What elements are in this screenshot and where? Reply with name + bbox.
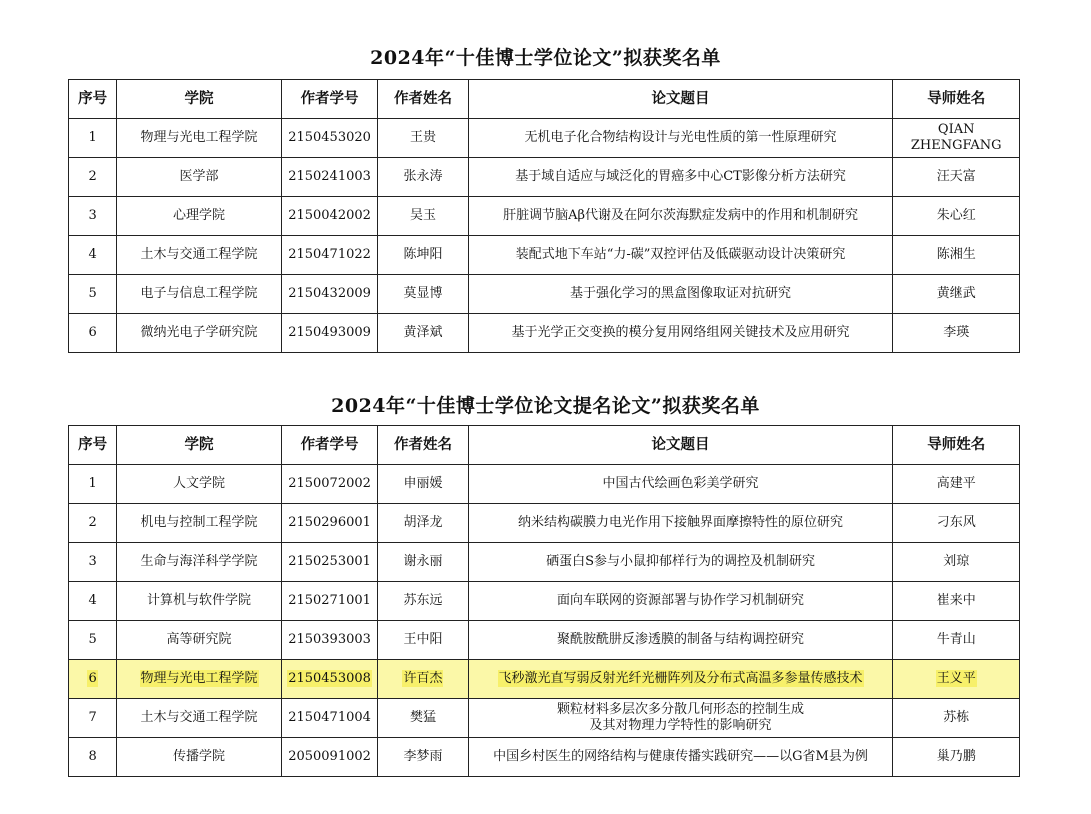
cell-college: 生命与海洋科学学院 bbox=[117, 543, 282, 582]
cell-seq: 5 bbox=[69, 621, 117, 660]
cell-student-id: 2150253001 bbox=[281, 543, 377, 582]
cell-seq: 5 bbox=[69, 275, 117, 314]
cell-student-id: 2150042002 bbox=[281, 197, 377, 236]
header-student-id: 作者学号 bbox=[281, 80, 377, 119]
header-thesis-title: 论文题目 bbox=[468, 426, 893, 465]
cell-advisor: 黄继武 bbox=[893, 275, 1020, 314]
cell-college: 物理与光电工程学院 bbox=[117, 119, 282, 158]
cell-author: 王贵 bbox=[378, 119, 468, 158]
table-row bbox=[69, 504, 1020, 543]
table-row bbox=[69, 465, 1020, 504]
cell-seq: 1 bbox=[69, 119, 117, 158]
cell-advisor: 崔来中 bbox=[893, 582, 1020, 621]
cell-student-id: 2150072002 bbox=[281, 465, 377, 504]
table-row bbox=[69, 543, 1020, 582]
header-thesis-title: 论文题目 bbox=[468, 80, 893, 119]
header-college: 学院 bbox=[117, 80, 282, 119]
cell-college: 土木与交通工程学院 bbox=[117, 236, 282, 275]
cell-student-id: 2150453008 bbox=[281, 660, 377, 699]
cell-student-id: 2150296001 bbox=[281, 504, 377, 543]
cell-author: 李梦雨 bbox=[378, 738, 468, 777]
header-seq: 序号 bbox=[69, 426, 117, 465]
cell-advisor: 朱心红 bbox=[893, 197, 1020, 236]
cell-student-id: 2150271001 bbox=[281, 582, 377, 621]
cell-advisor: 汪天富 bbox=[893, 158, 1020, 197]
cell-thesis-title: 硒蛋白S参与小鼠抑郁样行为的调控及机制研究 bbox=[468, 543, 893, 582]
cell-author: 苏东远 bbox=[378, 582, 468, 621]
cell-seq: 4 bbox=[69, 582, 117, 621]
header-author: 作者姓名 bbox=[378, 426, 468, 465]
table-row bbox=[69, 158, 1020, 197]
cell-author: 莫显博 bbox=[378, 275, 468, 314]
cell-college: 医学部 bbox=[117, 158, 282, 197]
cell-college: 高等研究院 bbox=[117, 621, 282, 660]
cell-seq: 2 bbox=[69, 158, 117, 197]
cell-college: 机电与控制工程学院 bbox=[117, 504, 282, 543]
cell-thesis-title: 基于域自适应与域泛化的胃癌多中心CT影像分析方法研究 bbox=[468, 158, 893, 197]
cell-thesis-title: 肝脏调节脑Aβ代谢及在阿尔茨海默症发病中的作用和机制研究 bbox=[468, 197, 893, 236]
cell-student-id: 2150471022 bbox=[281, 236, 377, 275]
table-header-row bbox=[69, 80, 1020, 119]
cell-advisor: 苏栋 bbox=[893, 699, 1020, 738]
cell-thesis-title: 聚酰胺酰肼反渗透膜的制备与结构调控研究 bbox=[468, 621, 893, 660]
cell-seq: 3 bbox=[69, 197, 117, 236]
header-advisor: 导师姓名 bbox=[893, 426, 1020, 465]
cell-college: 心理学院 bbox=[117, 197, 282, 236]
cell-advisor: 高建平 bbox=[893, 465, 1020, 504]
cell-author: 樊猛 bbox=[378, 699, 468, 738]
header-student-id: 作者学号 bbox=[281, 426, 377, 465]
cell-seq: 6 bbox=[69, 660, 117, 699]
cell-thesis-title: 基于光学正交变换的模分复用网络组网关键技术及应用研究 bbox=[468, 314, 893, 353]
table-row bbox=[69, 699, 1020, 738]
cell-student-id: 2150241003 bbox=[281, 158, 377, 197]
cell-student-id: 2150471004 bbox=[281, 699, 377, 738]
cell-seq: 3 bbox=[69, 543, 117, 582]
table-row bbox=[69, 582, 1020, 621]
table-row bbox=[69, 119, 1020, 158]
table-row bbox=[69, 660, 1020, 699]
cell-advisor: 牛青山 bbox=[893, 621, 1020, 660]
table-header-row bbox=[69, 426, 1020, 465]
cell-thesis-title: 中国古代绘画色彩美学研究 bbox=[468, 465, 893, 504]
cell-thesis-title: 装配式地下车站“力-碳”双控评估及低碳驱动设计决策研究 bbox=[468, 236, 893, 275]
cell-thesis-title: 中国乡村医生的网络结构与健康传播实践研究——以G省M县为例 bbox=[468, 738, 893, 777]
cell-author: 吴玉 bbox=[378, 197, 468, 236]
cell-college: 人文学院 bbox=[117, 465, 282, 504]
cell-thesis-title: 飞秒激光直写弱反射光纤光栅阵列及分布式高温多参量传感技术 bbox=[468, 660, 893, 699]
cell-advisor: 巢乃鹏 bbox=[893, 738, 1020, 777]
cell-author: 张永涛 bbox=[378, 158, 468, 197]
cell-student-id: 2150453020 bbox=[281, 119, 377, 158]
cell-seq: 7 bbox=[69, 699, 117, 738]
cell-author: 申丽媛 bbox=[378, 465, 468, 504]
cell-advisor: 刘琼 bbox=[893, 543, 1020, 582]
cell-college: 电子与信息工程学院 bbox=[117, 275, 282, 314]
cell-author: 许百杰 bbox=[378, 660, 468, 699]
cell-student-id: 2150493009 bbox=[281, 314, 377, 353]
table-row bbox=[69, 236, 1020, 275]
cell-author: 王中阳 bbox=[378, 621, 468, 660]
cell-thesis-title: 颗粒材料多层次多分散几何形态的控制生成 及其对物理力学特性的影响研究 bbox=[468, 699, 893, 738]
cell-seq: 6 bbox=[69, 314, 117, 353]
cell-college: 微纳光电子学研究院 bbox=[117, 314, 282, 353]
nomination-list-title: 2024年“十佳博士学位论文提名论文”拟获奖名单 bbox=[331, 395, 760, 417]
cell-thesis-title: 无机电子化合物结构设计与光电性质的第一性原理研究 bbox=[468, 119, 893, 158]
cell-advisor: 李瑛 bbox=[893, 314, 1020, 353]
table-row bbox=[69, 738, 1020, 777]
cell-seq: 8 bbox=[69, 738, 117, 777]
cell-author: 胡泽龙 bbox=[378, 504, 468, 543]
cell-college: 物理与光电工程学院 bbox=[117, 660, 282, 699]
header-college: 学院 bbox=[117, 426, 282, 465]
cell-thesis-title: 面向车联网的资源部署与协作学习机制研究 bbox=[468, 582, 893, 621]
cell-seq: 4 bbox=[69, 236, 117, 275]
table-row bbox=[69, 314, 1020, 353]
award-list-title: 2024年“十佳博士学位论文”拟获奖名单 bbox=[370, 47, 721, 69]
table-row bbox=[69, 275, 1020, 314]
cell-author: 黄泽斌 bbox=[378, 314, 468, 353]
cell-student-id: 2150393003 bbox=[281, 621, 377, 660]
cell-college: 土木与交通工程学院 bbox=[117, 699, 282, 738]
cell-author: 陈坤阳 bbox=[378, 236, 468, 275]
cell-author: 谢永丽 bbox=[378, 543, 468, 582]
cell-advisor: 陈湘生 bbox=[893, 236, 1020, 275]
table-row bbox=[69, 621, 1020, 660]
cell-seq: 2 bbox=[69, 504, 117, 543]
cell-advisor: 刁东风 bbox=[893, 504, 1020, 543]
header-advisor: 导师姓名 bbox=[893, 80, 1020, 119]
cell-advisor: 王义平 bbox=[893, 660, 1020, 699]
header-author: 作者姓名 bbox=[378, 80, 468, 119]
header-seq: 序号 bbox=[69, 80, 117, 119]
cell-college: 计算机与软件学院 bbox=[117, 582, 282, 621]
cell-college: 传播学院 bbox=[117, 738, 282, 777]
award-table bbox=[68, 79, 1020, 353]
nomination-table bbox=[68, 425, 1020, 777]
cell-thesis-title: 纳米结构碳膜力电光作用下接触界面摩擦特性的原位研究 bbox=[468, 504, 893, 543]
cell-seq: 1 bbox=[69, 465, 117, 504]
cell-advisor: QIAN ZHENGFANG bbox=[893, 119, 1020, 158]
cell-student-id: 2050091002 bbox=[281, 738, 377, 777]
cell-thesis-title: 基于强化学习的黑盒图像取证对抗研究 bbox=[468, 275, 893, 314]
table-row bbox=[69, 197, 1020, 236]
cell-student-id: 2150432009 bbox=[281, 275, 377, 314]
